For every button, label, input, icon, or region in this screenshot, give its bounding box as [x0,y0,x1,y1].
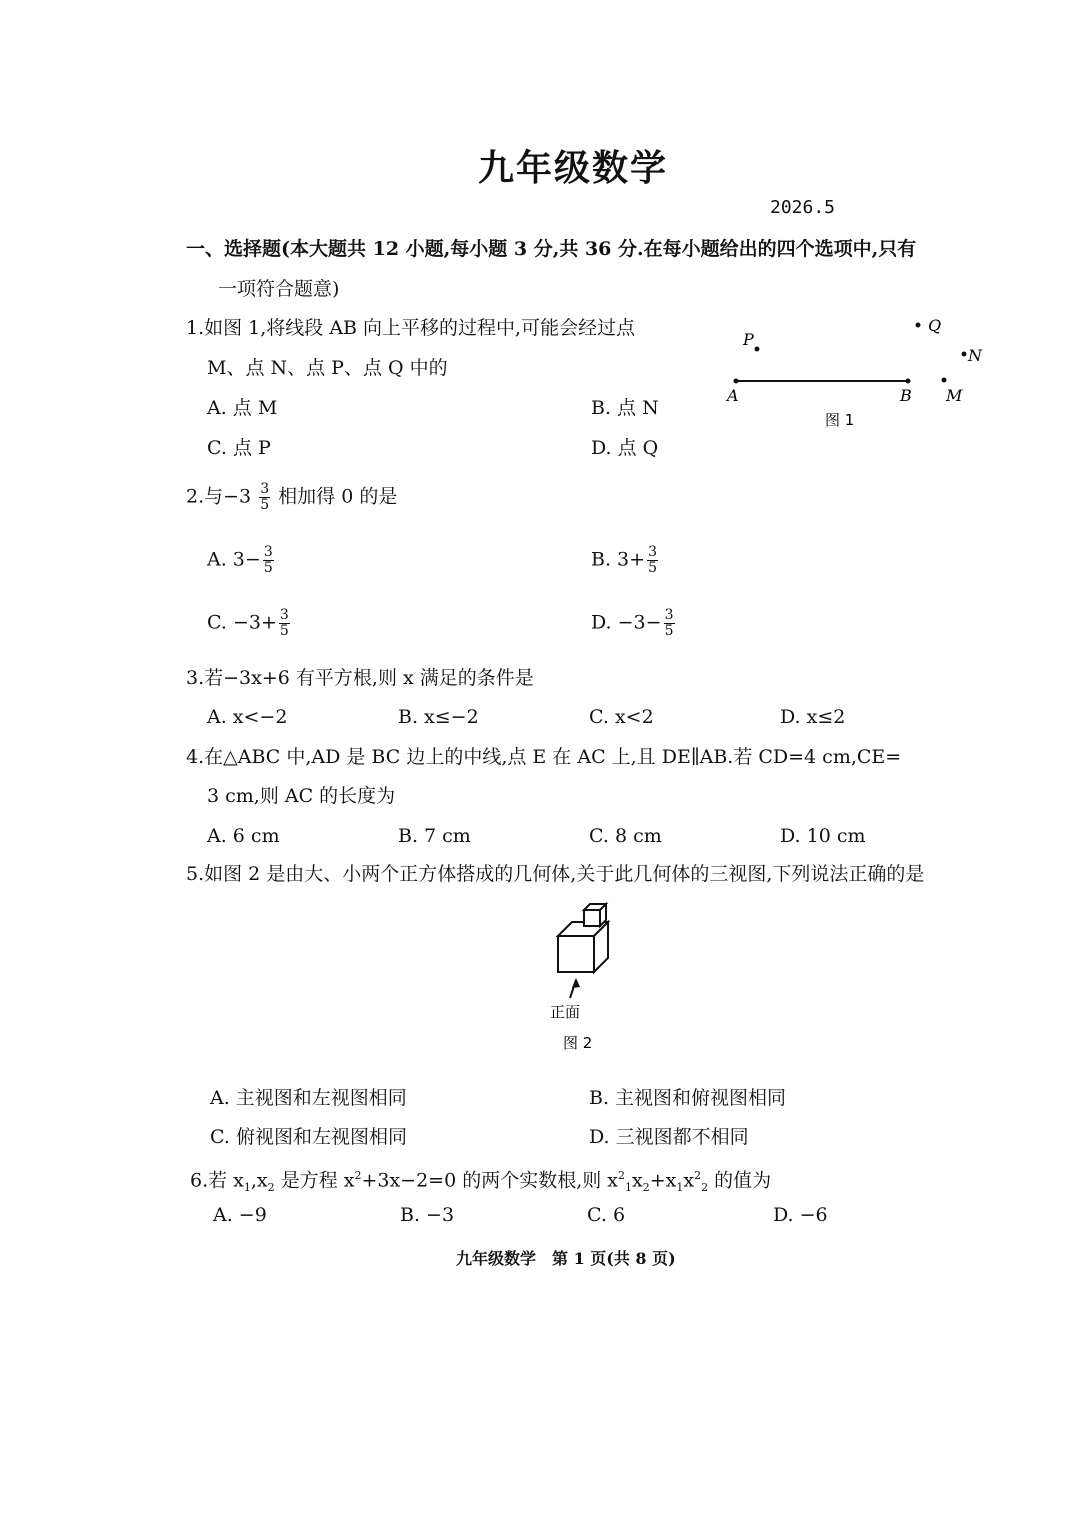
q6-stem: 6.若 $x_1,x_2$ 是方程 $x^2+3x-2=0$ 的两个实数根,则 $x^2_1x_2+x_1x^2_2$ 的值为 [190,1169,772,1195]
q3-option-a: A. x<−2 [207,706,288,728]
figure-1-caption: 图 1 [825,411,855,429]
q1-stem-line1: 1.如图 1,将线段 AB 向上平移的过程中,可能会经过点 [186,317,636,339]
figure-1 [720,305,1000,435]
q1-option-d: D. 点 Q [591,437,659,459]
q2-option-d: D. −3− $\frac{3}{5}$ [591,607,674,639]
section-heading-line1: 一、选择题(本大题共 12 小题,每小题 3 分,共 36 分.在每小题给出的四个选项中,只有 [186,238,917,260]
q1-stem-line2: M、点 N、点 P、点 Q 中的 [207,357,448,379]
q4-option-b: B. 7 cm [398,825,471,847]
q6-option-d: D. −6 [773,1204,828,1226]
front-label: 正面 [550,1003,581,1021]
q1-option-a: A. 点 M [207,397,278,419]
point-label-n: N [968,346,982,365]
point-label-a: A [727,386,739,405]
q2-option-c: C. −3+ $\frac{3}{5}$ [207,607,289,639]
q4-option-d: D. 10 cm [780,825,866,847]
q1-option-c: C. 点 P [207,437,271,459]
page-footer: 九年级数学 第 1 页(共 8 页) [456,1249,676,1268]
q2-option-a: A. 3− $\frac{3}{5}$ [207,544,273,576]
q5-option-b: B. 主视图和俯视图相同 [589,1087,787,1109]
figure-2 [540,898,630,1058]
section-heading-line2: 一项符合题意) [218,278,340,300]
q4-option-a: A. 6 cm [207,825,280,847]
q3-option-d: D. x≤2 [780,706,846,728]
q6-option-b: B. −3 [400,1204,455,1226]
point-label-p: P [743,330,754,349]
q2-stem-pre: 2.与−3 [186,485,252,508]
exam-date: 2026.5 [770,197,836,218]
q5-option-a: A. 主视图和左视图相同 [210,1087,407,1109]
q6-option-c: C. 6 [587,1204,626,1226]
q4-stem-line2: 3 cm,则 AC 的长度为 [207,785,396,807]
q1-option-b: B. 点 N [591,397,659,419]
page-title: 九年级数学 [478,148,669,189]
q2-stem-post: 相加得 0 的是 [278,485,398,508]
q3-stem: 3.若−3x+6 有平方根,则 x 满足的条件是 [186,667,534,689]
q2-stem [186,482,397,513]
q2-option-b: B. 3+ $\frac{3}{5}$ [591,544,657,576]
figure-2-caption: 图 2 [563,1034,593,1052]
q5-option-d: D. 三视图都不相同 [589,1126,749,1148]
q3-option-b: B. x≤−2 [398,706,479,728]
point-label-m: M [946,386,963,405]
q3-option-c: C. x<2 [589,706,654,728]
q5-stem: 5.如图 2 是由大、小两个正方体搭成的几何体,关于此几何体的三视图,下列说法正确的是 [186,863,925,885]
q5-option-c: C. 俯视图和左视图相同 [210,1126,407,1148]
point-label-q: Q [928,316,942,335]
q2-stem-fraction: $\frac{3}{5}$ [260,481,270,513]
q6-option-a: A. −9 [213,1204,267,1226]
q4-option-c: C. 8 cm [589,825,662,847]
q4-stem-line1: 4.在△ABC 中,AD 是 BC 边上的中线,点 E 在 AC 上,且 DE∥AB.若 CD=4 cm,CE= [186,746,902,768]
point-label-b: B [900,386,912,405]
